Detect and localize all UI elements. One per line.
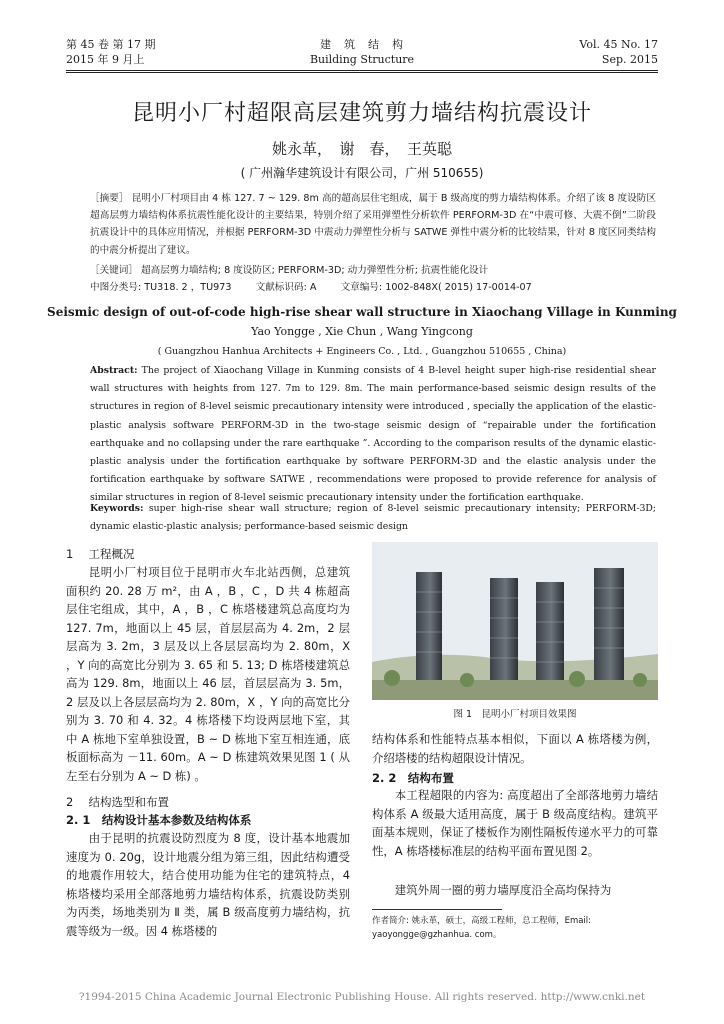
article-title-en: Seismic design of out-of-code high-rise shear wall structure in Xiaochang Village in Kunming xyxy=(47,305,677,319)
tower-c xyxy=(536,582,564,684)
section-2-1-heading: 2. 1 结构设计基本参数及结构体系 xyxy=(66,813,252,827)
footnote-rule xyxy=(372,909,502,910)
abstract-cn-text: 昆明小厂村项目由 4 栋 127. 7 ~ 129. 8m 高的超高层住宅组成，属于 B 级高度的剪力墙结构体系。介绍了该 8 度设防区超高层剪力墙结构体系抗震性能化设计的主要结果，特别介绍了采用弹塑性分析软件 PERFORM-3D 在“中震可修、大震不倒”二阶段抗震设计中的具体应用情况，并根据 PERFORM-3D 中震动力弹塑性分析与 SATWE 弹性中震分析的比较结果，针对 8 度区同类结构的中震分析提出了建议。 xyxy=(90,193,656,256)
journal-date: 2015 年 9 月上 xyxy=(66,53,145,66)
keywords-cn xyxy=(90,262,656,279)
journal-name-cn: 建 筑 结 构 xyxy=(320,38,404,51)
author-footnote: 作者简介: 姚永革，硕士，高级工程师，总工程师，Email: yaoyongge@gzhanhua. com。 xyxy=(372,916,592,940)
abstract-en xyxy=(90,362,656,508)
article-title-cn: 昆明小厂村超限高层建筑剪力墙结构抗震设计 xyxy=(131,101,592,126)
tower-b xyxy=(490,578,518,684)
keywords-en-label: Keywords: xyxy=(90,503,144,514)
affiliation-cn: ( 广州瀚华建筑设计有限公司，广州 510655) xyxy=(240,166,484,180)
keywords-en-text: super high-rise shear wall structure; region of 8-level seismic precautionary intensity; PERFORM-3D; dynamic elastic-plastic analysis; performance-based seismic design xyxy=(90,503,656,533)
section-2-1-continued: 结构体系和性能特点基本相似，下面以 A 栋塔楼为例，介绍塔楼的结构超限设计情况。 xyxy=(372,732,658,765)
journal-issue: 第 45 卷 第 17 期 xyxy=(66,38,156,51)
section-2-heading: 2 结构选型和布置 xyxy=(66,795,169,809)
affiliation-en: ( Guangzhou Hanhua Architects + Engineers Co. , Ltd. , Guangzhou 510655 , China) xyxy=(157,346,567,357)
section-2-2-paragraph-1: 本工程超限的内容为: 高度超出了全部落地剪力墙结构体系 A 级最大适用高度，属于 B 级高度结构。建筑平面基本规则，保证了楼板作为刚性隔板传递水平力的可靠性，A 栋塔楼标准层的结构平面布置见图 2。 xyxy=(372,788,658,858)
header-rule-2 xyxy=(66,72,658,73)
journal-name-en: Building Structure xyxy=(309,53,415,66)
classification-line xyxy=(90,279,656,296)
tower-d xyxy=(594,568,624,684)
document-code: 文献标识码: A xyxy=(255,282,317,293)
authors-en: Yao Yongge , Xie Chun , Wang Yingcong xyxy=(251,325,473,338)
abstract-en-text: The project of Xiaochang Village in Kunming consists of 4 B-level height super high-rise residential shear wall structures with heights from 127. 7m to 129. 8m. The main performance-based seismic design results of the structures in region of 8-level seismic precautionary intensity were introduced , specially the application of the elastic-plastic analysis software PERFORM-3D in the two-stage seismic design of “repairable under the fortification earthquake and no collapsing under the rare earthquake ”. According to the comparison results of the dynamic elastic-plastic analysis under the fortification earthquake by software PERFORM-3D and the elastic analysis under the fortification earthquake by software SATWE , recommendations were proposed to provide reference for analysis of similar structures in region of 8-level seismic precautionary intensity under the fortification earthquake. xyxy=(90,365,656,504)
figure-1-rendering xyxy=(372,542,658,700)
section-2-1-paragraph: 由于昆明的抗震设防烈度为 8 度，设计基本地震加速度为 0. 20g，设计地震分组为第三组，因此结构遭受的地震作用较大，结合使用功能为住宅的建筑特点，4 栋塔楼均采用全部落地剪力墙结构体系，抗震设防类别为丙类，场地类别为 Ⅱ 类，属 B 级高度剪力墙结构，抗震等级为一级。因 4 栋塔楼的 xyxy=(66,831,350,938)
section-2-2-heading: 2. 2 结构布置 xyxy=(372,771,454,785)
issue-month: Sep. 2015 xyxy=(601,53,658,66)
towers-illustration xyxy=(372,542,658,700)
volume-number: Vol. 45 No. 17 xyxy=(579,38,658,51)
tower-a xyxy=(416,572,442,684)
article-number: 文章编号: 1002-848X( 2015) 17-0014-07 xyxy=(340,282,532,293)
keywords-en xyxy=(90,500,656,536)
section-2-2-paragraph-2: 建筑外周一圈的剪力墙厚度沿全高均保持为 xyxy=(394,883,612,897)
keywords-cn-label: ［关键词］ xyxy=(90,265,138,276)
section-1-paragraph: 昆明小厂村项目位于昆明市火车北站西侧，总建筑面积约 20. 28 万 m²，由 A ，B ，C ，D 共 4 栋超高层住宅组成，其中，A ，B ，C 栋塔楼建筑总高度均为 127. 7m，地面以上 45 层，首层层高为 4. 2m，2 层层高为 3. 2m，3 层及以上各层层高均为 2. 80m，X ，Y 向的高宽比分别为 3. 65 和 5. 13; D 栋塔楼建筑总高为 129. 8m，地面以上 46 层，首层层高为 3. 5m，2 层及以上各层层高均为 2. 80m，X ，Y 向的高宽比分别为 3. 70 和 4. 32。4 栋塔楼下均设两层地下室，其中 A 栋地下室单独设置，B ~ D 栋地下室互相连通，底板面标高为 －11. 60m。A ~ D 栋建筑效果见图 1 ( 从左至右分别为 A ~ D 栋) 。 xyxy=(66,565,350,783)
abstract-en-label: Abstract: xyxy=(90,365,138,376)
copyright-notice: ?1994-2015 China Academic Journal Electronic Publishing House. All rights reserved. http://www.cnki.net xyxy=(78,991,646,1003)
abstract-cn-label: ［摘要］ xyxy=(90,193,129,204)
header-rule xyxy=(66,70,658,71)
figure-1-caption: 图 1 昆明小厂村项目效果图 xyxy=(453,709,577,720)
abstract-cn xyxy=(90,190,656,260)
authors-cn: 姚永革， 谢 春， 王英聪 xyxy=(271,140,452,158)
keywords-cn-text: 超高层剪力墙结构; 8 度设防区; PERFORM-3D; 动力弹塑性分析; 抗震性能化设计 xyxy=(141,265,489,276)
clc-number: 中图分类号: TU318. 2 ，TU973 xyxy=(90,282,232,293)
section-1-heading: 1 工程概况 xyxy=(66,547,135,561)
